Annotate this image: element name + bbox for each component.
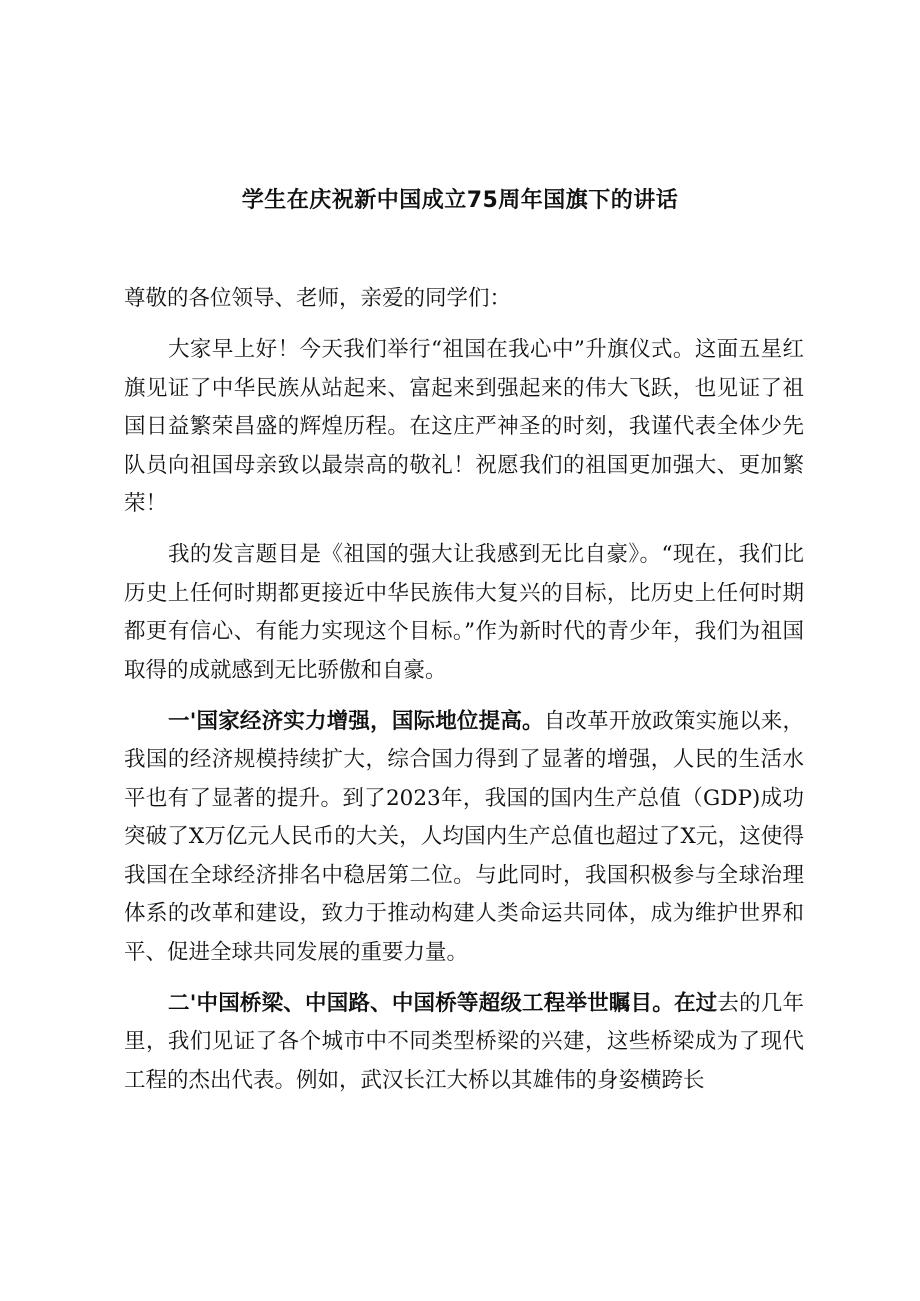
- paragraph-text: 大家早上好！今天我们举行“祖国在我心中”升旗仪式。这面五星红旗见证了中华民族从站起来、富起来到强起来的伟大飞跃，也见证了祖国日益繁荣昌盛的辉煌历程。在这庄严神圣的时刻，我谨代表全体少先队员向祖国母亲致以最崇高的敬礼！祝愿我们的祖国更加强大、更加繁荣！: [124, 337, 804, 516]
- paragraph-text: 去的几年里，我们见证了各个城市中不同类型桥梁的兴建，这些桥梁成为了现代工程的杰出代表。例如，武汉长江大桥以其雄伟的身姿横跨长: [124, 990, 804, 1093]
- salutation: 尊敬的各位领导、老师，亲爱的同学们：: [124, 286, 512, 311]
- paragraph-topic: [124, 536, 804, 690]
- paragraph-economy: [124, 703, 804, 973]
- paragraph-heading: 一'国家经济实力增强，国际地位提高。: [168, 708, 544, 734]
- document-title: 学生在庆祝新中国成立75周年国旗下的讲话: [241, 188, 679, 213]
- paragraph-text: 我的发言题目是《祖国的强大让我感到无比自豪》。“现在，我们比历史上任何时期都更接近中华民族伟大复兴的目标，比历史上任何时期都更有信心、有能力实现这个目标。”作为新时代的青少年，我们为祖国取得的成就感到无比骄傲和自豪。: [124, 542, 804, 683]
- paragraph-heading: 二'中国桥梁、中国路、中国桥等超级工程举世瞩目。在过: [168, 990, 718, 1016]
- paragraph-greeting: [124, 331, 804, 524]
- document-body: [124, 280, 804, 1113]
- paragraph-text: 自改革开放政策实施以来，我国的经济规模持续扩大，综合国力得到了显著的增强，人民的生活水平也有了显著的提升。到了2023年，我国的国内生产总值（GDP)成功突破了X万亿元人民币的大关，人均国内生产总值也超过了X元，这使得我国在全球经济排名中稳居第二位。与此同时，我国积极参与全球治理体系的改革和建设，致力于推动构建人类命运共同体，成为维护世界和平、促进全球共同发展的重要力量。: [124, 708, 804, 965]
- paragraph-engineering: [124, 985, 804, 1101]
